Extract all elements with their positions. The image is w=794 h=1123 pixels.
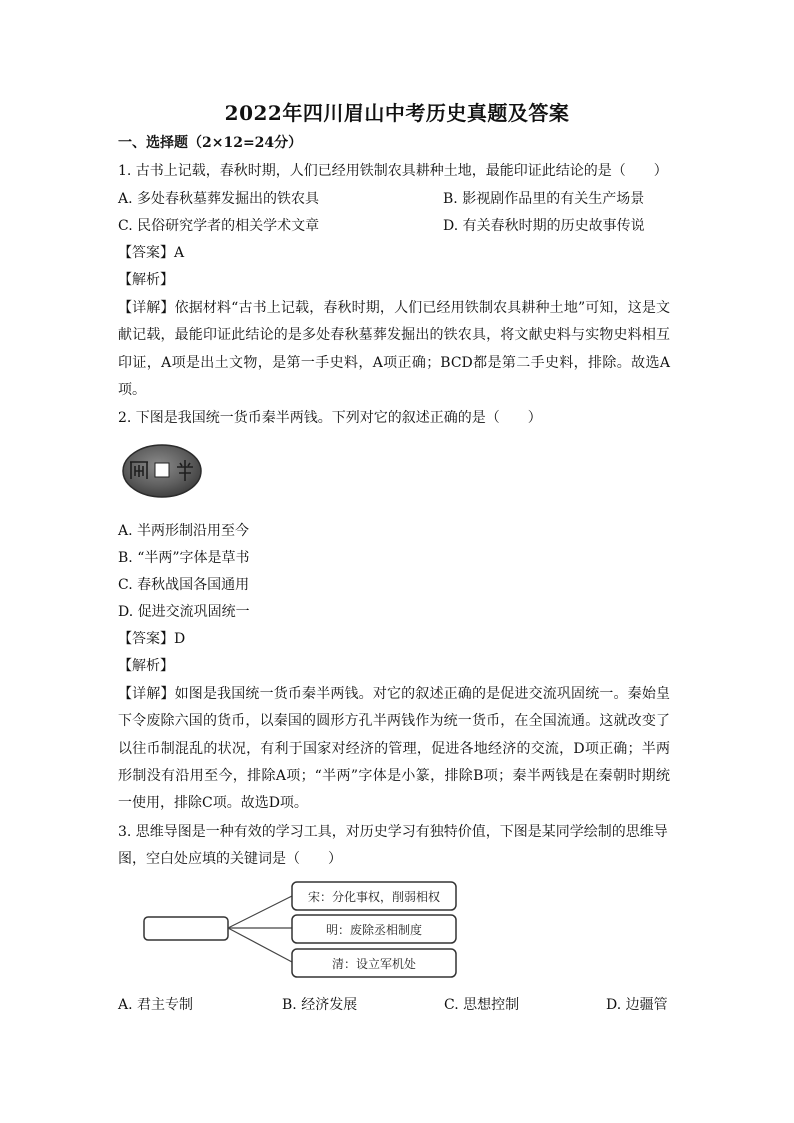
mind-map-branch-song-text: 宋：分化事权，削弱相权: [307, 890, 441, 904]
mind-map-diagram: [140, 876, 470, 990]
q3-option-d: D. 边疆管: [606, 997, 668, 1013]
q1-stem: 1. 古书上记载，春秋时期，人们已经用铁制农具耕种土地，最能印证此结论的是（ ）: [118, 163, 668, 179]
q2-option-d: D. 促进交流巩固统一: [118, 604, 250, 620]
q2-option-c: C. 春秋战国各国通用: [118, 577, 250, 593]
mind-map-branch-ming-text: 明：废除丞相制度: [325, 923, 423, 937]
q3-stem-line1: 3. 思维导图是一种有效的学习工具，对历史学习有独特价值，下图是某同学绘制的思维导: [118, 824, 668, 840]
q2-option-b: B. “半两”字体是草书: [118, 550, 250, 566]
q1-answer: 【答案】A: [118, 245, 185, 261]
q3-stem-line2: 图，空白处应填的关键词是（ ）: [118, 851, 342, 867]
q3-option-c: C. 思想控制: [444, 997, 520, 1013]
q3-option-a: A. 君主专制: [118, 997, 194, 1013]
q1-option-b: B. 影视剧作品里的有关生产场景: [443, 191, 645, 207]
mind-map-branch-qing-text: 清：设立军机处: [331, 957, 417, 971]
q2-option-a: A. 半两形制沿用至今: [118, 523, 250, 539]
q2-stem: 2. 下图是我国统一货币秦半两钱。下列对它的叙述正确的是（ ）: [118, 410, 542, 426]
mind-map-blank-box: [144, 917, 228, 940]
coin-image: [121, 443, 203, 503]
q1-option-d: D. 有关春秋时期的历史故事传说: [443, 218, 645, 234]
q2-analysis-label: 【解析】: [118, 658, 174, 674]
q2-answer: 【答案】D: [118, 631, 186, 647]
q2-detail: 【详解】如图是我国统一货币秦半两钱。对它的叙述正确的是促进交流巩固统一。秦始皇下令废除六国的货币，以秦国的圆形方孔半两钱作为统一货币，在全国流通。这就改变了以往币制混乱的状况，有利于国家对经济的管理，促进各地经济的交流，D项正确；半两形制没有沿用至今，排除A项；“半两”字体是小篆，排除B项；秦半两钱是在秦朝时期统一使用，排除C项。故选D项。: [118, 686, 670, 812]
q1-option-a: A. 多处春秋墓葬发掘出的铁农具: [118, 191, 320, 207]
q1-option-c: C. 民俗研究学者的相关学术文章: [118, 218, 320, 234]
q1-detail: 【详解】依据材料“古书上记载，春秋时期，人们已经用铁制农具耕种土地”可知，这是文献记载，最能印证此结论的是多处春秋墓葬发掘出的铁农具，将文献史料与实物史料相互印证，A项是出土文物，是第一手史料，A项正确；BCD都是第二手史料，排除。故选A项。: [118, 300, 670, 398]
q1-analysis-label: 【解析】: [118, 272, 174, 288]
q3-option-b: B. 经济发展: [282, 997, 358, 1013]
section-heading: 一、选择题（2×12=24分）: [118, 135, 303, 151]
page-title: 2022年四川眉山中考历史真题及答案: [224, 101, 570, 125]
